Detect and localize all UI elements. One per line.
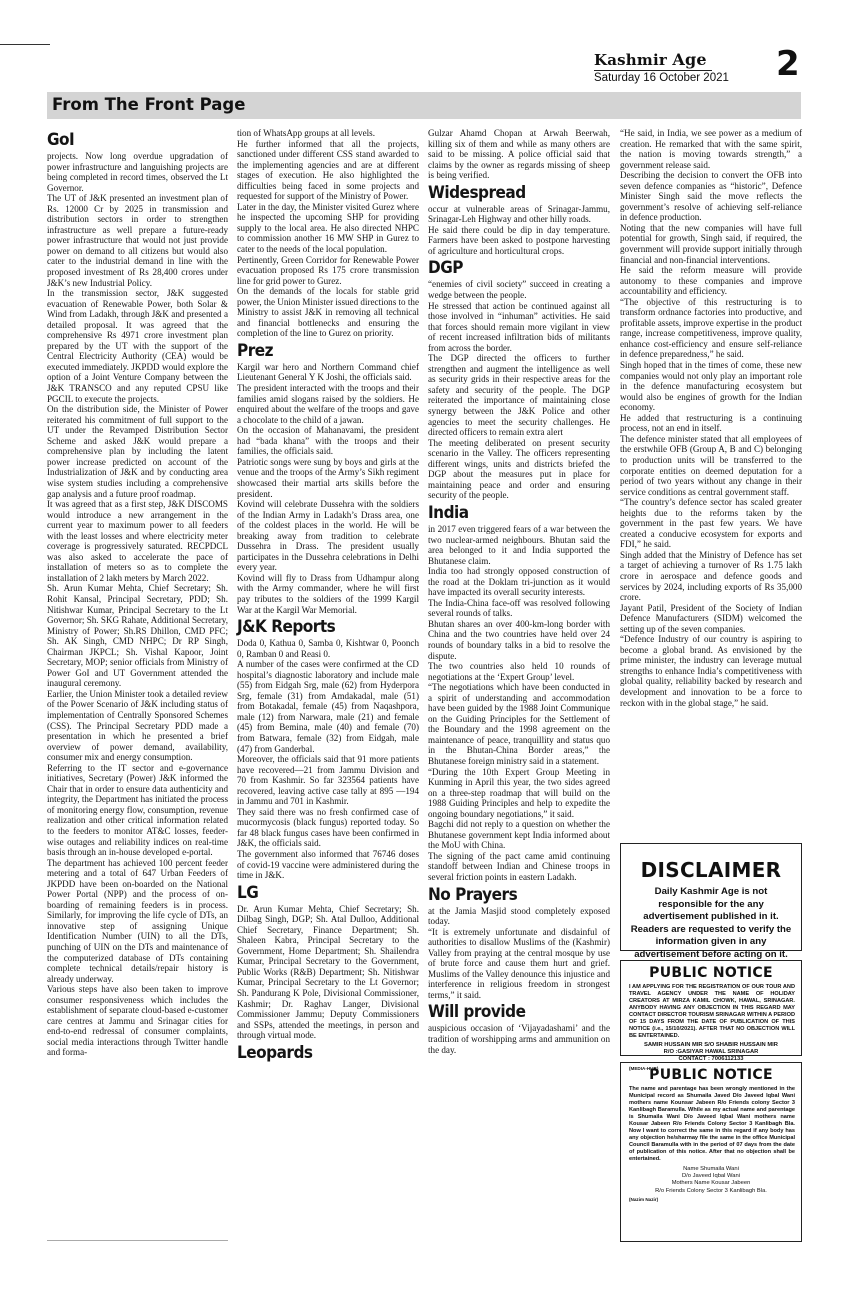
- article-heading: LG: [237, 882, 259, 903]
- article-paragraph: He said the reform measure will provide autonomy to these companies and improve accountability and efficiency.: [620, 265, 802, 297]
- article-paragraph: tion of WhatsApp groups at all levels.: [237, 128, 375, 138]
- article-heading: Widespread: [428, 182, 526, 203]
- article-paragraph: He stressed that action be continued against all those involved in “inhuman” activities. He said that forces should remain more vigilant in view of recent increased infiltration bids of militants from across the border.: [428, 300, 610, 353]
- article-paragraph: On the occasion of Mahanavami, the president had “bada khana” with the troops and their families, the officials said.: [237, 425, 419, 457]
- notice-contact-parent: D/o Javeed Iqbal Wani: [681, 1173, 741, 1180]
- page-number: 2: [776, 44, 800, 84]
- article-paragraph: “The objective of this restructuring is to transform ordnance factories into productive, and profitable assets, improve expertise in the product range, increase competitiveness, improve quality, enhance cost-efficiency and ensure self-reliance in defence preparedness,” he said.: [620, 296, 802, 360]
- article-paragraph: He further informed that all the projects, sanctioned under different CSS stand awarded to the implementing agencies and are at different stages of execution. He also highlighted the difficulties being faced in some projects and requested for support of the Ministry of Power.: [237, 138, 419, 202]
- notice-title: PUBLIC NOTICE: [649, 1067, 773, 1083]
- notice-contact-address: R/O :GASIYAR HAWAL SRINAGAR: [663, 1049, 759, 1056]
- article-paragraph: Sh. Arun Kumar Mehta, Chief Secretary; Sh. Rohit Kansal, Principal Secretary, PDD; Sh. Nitishwar Kumar, Principal Secretary to the Lt Governor; Sh. SKG Rahate, Additional Secretary, Ministry of Power; Sh.RS Dhillon, CMD PFC; Sh. AK Singh, CMD NHPC; Dr RP Singh, Chairman JKPCL; Sh. Vishal Kapoor, Joint Secretary, MOP; senior officials from Ministry of Power GoI and UT Government attended the inaugural ceremony.: [47, 583, 228, 689]
- section-title: From The Front Page: [52, 95, 246, 114]
- disclaimer-box: [620, 843, 802, 960]
- masthead-rule: [594, 70, 712, 71]
- article-paragraph: Noting that the new companies will have full potential for growth, Singh said, if required, the government will provide support initially through financial and non-financial interventions.: [620, 222, 802, 265]
- article-paragraph: He added that restructuring is a continuing process, not an end in itself.: [620, 412, 802, 434]
- article-paragraph: occur at vulnerable areas of Srinagar-Jammu, Srinagar-Leh Highway and other hilly roads.: [428, 203, 610, 225]
- article-paragraph: On the distribution side, the Minister of Power reiterated his commitment of full support to the UT under the Revamped Distribution Sector Scheme and asked J&K would prepare a comprehensive plan by including the latent power increase predicted on account of the Industrialization of J&K and by conducting area wise system studies including a comprehensive gap analysis and a future proof roadmap.: [47, 404, 228, 499]
- article-heading: Prez: [237, 340, 274, 361]
- article-paragraph: “During the 10th Expert Group Meeting in Kunming in April this year, the two sides agreed on a three-step roadmap that will build on the 1988 Guiding Principles and help to expedite the ongoing boundary negotiations,” it said.: [428, 766, 610, 819]
- article-paragraph: Jayant Patil, President of the Society of Indian Defence Manufacturers (SIDM) welcomed the setting up of the seven companies.: [620, 602, 802, 634]
- newspaper-name-accent: Age: [672, 50, 707, 69]
- article-paragraph: Moreover, the officials said that 91 more patients have recovered—21 from Jammu Division and 70 from Kashmir. So far 323564 patients have recovered, leaving active case tally at 895 —194 in Jammu and 701 in Kashmir.: [237, 754, 419, 807]
- article-paragraph: Kovind will fly to Drass from Udhampur along with the Army commander, where he will first pay tributes to the soldiers of the 1999 Kargil War at the Kargil War Memorial.: [237, 572, 419, 615]
- article-paragraph: Kargil war hero and Northern Command chief Lieutenant General Y K Joshi, the officials said.: [237, 361, 419, 383]
- article-paragraph: Singh hoped that in the times of come, these new companies would not only play an important role in the defence manufacturing ecosystem but would also be engines of growth for the Indian economy.: [620, 360, 802, 413]
- article-heading: Will provide: [428, 1002, 526, 1023]
- article-paragraph: The two countries also held 10 rounds of negotiations at the ‘Expert Group’ level.: [428, 661, 610, 682]
- column-1: [47, 128, 228, 1058]
- article-paragraph: Various steps have also been taken to improve consumer responsiveness which includes the establishment of separate cloud-based e-customer care centres at Jammu and Srinagar cities for end-to-end redressal of consumer complaints, social media interactions through Twitter handle and forma-: [47, 984, 228, 1058]
- article-paragraph: “enemies of civil society” succeed in creating a wedge between the people.: [428, 279, 610, 301]
- notice-contact-mother: Mothers Name Kousar Jabeen: [671, 1180, 751, 1187]
- newspaper-name: [594, 50, 804, 69]
- public-notice-name-correction: [620, 1062, 802, 1242]
- article-paragraph: The signing of the pact came amid continuing standoff between Indian and Chinese troops in several friction points in eastern Ladakh.: [428, 850, 610, 882]
- article-paragraph: Earlier, the Union Minister took a detailed review of the Power Scenario of J&K including status of implementation of Centrally Sponsored Schemes (CSS). The Principal Secretary PDD made a presentation in which he presented a brief overview of power demand, availability, consumer mix and energy consumption.: [47, 688, 228, 763]
- article-heading: DGP: [428, 258, 463, 279]
- article-heading: India: [428, 502, 469, 523]
- top-left-rule: [0, 44, 50, 45]
- disclaimer-body: Daily Kashmir Age is not responsible for the any advertisement published in it. Readers are requested to verify the information given in any advertisement before acting on it.: [630, 886, 792, 960]
- article-paragraph: The DGP directed the officers to further strengthen and augment the intelligence as well as security grids in their respective areas for the safety and security of the people. The DGP reiterated the importance of maintaining close synergy between the J&K Police and other agencies to meet the security challenges. He directed officers to remain extra alert: [428, 353, 610, 438]
- article-paragraph: A number of the cases were confirmed at the CD hospital’s diagnostic laboratory and include male (55) from Eidgah Srg, male (62) from Hyderpora Srg, female (31) from Amdakadal, male (51) from Botakadal, female (45) from Naqashpora, male (12) from Narwara, male (21) and female (45) from Bemina, male (40) and female (70) from Batwara, female (32) from Eidgah, male (47) from Ganderbal.: [237, 659, 419, 754]
- article-paragraph: auspicious occasion of ‘Vijayadashami’ and the tradition of worshipping arms and ammunition on the day.: [428, 1023, 610, 1055]
- article-paragraph: Pertinently, Green Corridor for Renewable Power evacuation proposed Rs 175 crore transmission line for grid power to Gurez.: [237, 254, 419, 286]
- article-paragraph: “The country’s defence sector has scaled greater heights due to the reforms taken by the government in the past few years. We have created a conducive ecosystem for exports and FDI,” he said.: [620, 497, 802, 550]
- article-paragraph: Singh added that the Ministry of Defence has set a target of achieving a turnover of Rs 1.75 lakh crore in aerospace and defence goods and services by 2024, including exports of Rs 35,000 crore.: [620, 549, 802, 603]
- column-2: [237, 128, 419, 1064]
- notice-contact-phone: CONTACT : 7006112133: [678, 1056, 744, 1063]
- masthead: [594, 50, 804, 84]
- article-heading: J&K Reports: [237, 617, 336, 638]
- article-paragraph: Patriotic songs were sung by boys and girls at the venue and the troops of the Army’s Sikh regiment showcased their martial arts skills before the president.: [237, 456, 419, 499]
- public-notice-travel: [620, 960, 802, 1071]
- article-paragraph: projects. Now long overdue upgradation of power infrastructure and languishing projects are being completed in record times, observed the Lt Governor.: [47, 151, 228, 193]
- notice-agency-ref: (MEDIA-HUB): [629, 1065, 659, 1071]
- article-paragraph: On the demands of the locals for stable grid power, the Union Minister issued directions to the Ministry to assist J&K in removing all technical and financial bottlenecks and ensuring the completion of the line to Gurez on priority.: [237, 286, 419, 339]
- article-paragraph: Doda 0, Kathua 0, Samba 0, Kishtwar 0, Poonch 0, Ramban 0 and Reasi 0.: [237, 638, 419, 659]
- article-paragraph: The president interacted with the troops and their families amid slogans raised by the soldiers. He enquired about the welfare of the troops and gave a chocolate to the child of a jawan.: [237, 383, 419, 425]
- column-end-rule: [47, 1240, 228, 1241]
- article-paragraph: Referring to the IT sector and e-governance initiatives, Secretary (Power) J&K informed the Chair that in order to ensure data authenticity and integrity, the Department has initiated the process of monitoring energy flow, consumption, revenue realization and other critical information related to the feeders to monitor AT&C losses, feeder-wise outages and reliability indices on real-time basis through an in-house developed e-portal.: [47, 762, 228, 858]
- article-paragraph: He said there could be dip in day temperature. Farmers have been asked to postpone harvesting of agriculture and horticultural crops.: [428, 224, 610, 256]
- article-paragraph: Kovind will celebrate Dussehra with the soldiers of the Indian Army in Ladakh’s Drass area, one of the coldest places in the world. He will be breaking away from tradition to celebrate Dussehra in Drass. The president usually participates in the Dussehra celebrations in Delhi every year.: [237, 499, 419, 573]
- article-paragraph: They said there was no fresh confirmed case of mucormycosis (black fungus) reported today. So far 48 black fungus cases have been confirmed in J&K, the officials said.: [237, 806, 419, 849]
- article-heading: Leopards: [237, 1042, 313, 1063]
- column-4: [620, 128, 802, 708]
- article-paragraph: Later in the day, the Minister visited Gurez where he inspected the upcoming SHP for providing supply to the local area. He also directed NHPC to commission another 16 MW SHP in Gurez to cater to the needs of the local population.: [237, 201, 419, 255]
- article-paragraph: Dr. Arun Kumar Mehta, Chief Secretary; Sh. Dilbag Singh, DGP; Sh. Atal Dulloo, Additional Chief Secretary, Finance Department; Sh. Shaleen Kabra, Principal Secretary to the Government, Home Department; Sh. Shailendra Kumar, Principal Secretary to the Government, Public Works (R&B) Department; Sh. Nitishwar Kumar, Principal Secretary to the Lt Governor; Sh. Pandurang K Pole, Divisional Commissioner, Kashmir; Dr. Raghav Langer, Divisional Commissioner Jammu; Deputy Commissioners and SSPs, attended the meetings, in person and through virtual mode.: [237, 903, 419, 1041]
- article-paragraph: “It is extremely unfortunate and disdainful of authorities to disallow Muslims of the (Kashmir) Valley from praying at the central mosque by use of brute force and cause them hurt and grief. Muslims of the Valley denounce this injustice and interference in religious freedom in strongest terms,” it said.: [428, 926, 610, 1000]
- notice-body: The name and parentage has been wrongly mentioned in the Municipal record as Shumaila Javed D/o Javeed Iqbal Wani mothers name Kounsar Jabeen R/o Friends colony Sector 3 Kanlibagh Baramulla. While as my actual name and parentage is Shumaila Wani D/o Javeed Iqbal Wani mothers name Kousar Jabeen R/o Friends Colony Sector 3 Kanlibagh Bla. Now I want to correct the same in this regard if any body has any objection he/sharmay file the same in the office Municipal Council Baramulla with in the period of 07 days from the date of publication of this notice. After that no objection shall be entertained.: [629, 1086, 795, 1162]
- newspaper-name-main: Kashmir: [594, 51, 667, 69]
- section-header: [47, 92, 801, 119]
- article-paragraph: “He said, in India, we see power as a medium of creation. He remarked that with the same spirit, the nation is moving towards strength,” a government release said.: [620, 128, 802, 170]
- article-heading: GoI: [47, 130, 75, 150]
- article-paragraph: It was agreed that as a first step, J&K DISCOMS would introduce a new arrangement in the current year to maximum power to all feeders with the least losses and where electricity meter coverage is progressively saturated. RECPDCL was also asked to accelerate the pace of installation of meters so as to complete the installation of 2 lakh meters by March 2022.: [47, 499, 228, 583]
- article-paragraph: “Defence Industry of our country is aspiring to become a global brand. As envisioned by the prime minister, the industry can leverage mutual strengths to enhance India’s competitiveness with global quality, reliability backed by research and development and innovation to be a force to reckon with in the global stage,” he said.: [620, 634, 802, 708]
- issue-date: Saturday 16 October 2021: [594, 72, 729, 84]
- disclaimer-title: DISCLAIMER: [640, 858, 782, 882]
- article-paragraph: Bhutan shares an over 400-km-long border with China and the two countries have held over 24 rounds of boundary talks in a bid to resolve the dispute.: [428, 618, 610, 661]
- notice-title: PUBLIC NOTICE: [649, 965, 773, 981]
- article-paragraph: The UT of J&K presented an investment plan of Rs. 12000 Cr by 2025 in transmission and distribution sectors in order to strengthen infrastructure as well prepare a future-ready power infrastructure that would not just provide power on demand to all citizens but would also cater to the industrial demand in line with the proposed investment of Rs 28,400 crores under J&K’s new Industrial Policy.: [47, 193, 228, 288]
- article-paragraph: at the Jamia Masjid stood completely exposed today.: [428, 905, 610, 927]
- article-paragraph: The department has achieved 100 percent feeder metering and a total of 647 Urban Feeders of JKPDD have been on-boarded on the National Power Portal (NPP) and the process of on-boarding of remaining feeders is in process. Similarly, for improving the life cycle of DTs, an innovative step of assigning Unique Identification Number (UIN) to all the DTs, punching of UIN on the DTs and maintenance of the computerized database of DTs containing complete technical details/repair history is already underway.: [47, 857, 228, 984]
- notice-contact-name: Name Shumaila Wani: [683, 1166, 739, 1172]
- article-paragraph: “The negotiations which have been conducted in a spirit of understanding and accommodation have been guided by the 1988 Joint Communique on the Guiding Principles for the Settlement of the Boundary and the 1998 agreement on the maintenance of peace, tranquillity and status quo in the Bhutan-China Border areas,” the Bhutanese foreign ministry said in a statement.: [428, 682, 610, 766]
- article-paragraph: In the transmission sector, J&K suggested evacuation of Renewable Power, both Solar & Wind from Ladakh, through J&K and presented a detailed proposal. It was agreed that the comprehensive Rs 4971 crore investment plan prepared by the UT with the support of the Central Electricity Authority (CEA) would be executed immediately. JKPDD would explore the option of a Joint Venture Company between the J&K TRANSCO and any reputed CPSU like PGCIL to execute the projects.: [47, 288, 228, 404]
- notice-body: I AM APPLYING FOR THE REGISTRATION OF OUR TOUR AND TRAVEL AGENCY UNDER THE NAME OF HOLIDAY CREATORS AT MIRZA KAMIL CHOWK, HAWAL, SRINAGAR. ANYBODY HAVING ANY OBJECTION IN THIS REGARD MAY CONTACT DIRECTOR TOURISM SRINAGAR WITHIN A PERIOD OF 15 DAYS FROM THE DATE OF PUBLICATION OF THIS NOTICE (i.e., 15/10/2021). AFTER THAT NO OBJECTION WILL BE ENTERTAINED.: [629, 984, 795, 1039]
- column-3: [428, 128, 610, 1055]
- article-paragraph: The India-China face-off was resolved following several rounds of talks.: [428, 597, 610, 619]
- article-paragraph: The meeting deliberated on present security scenario in the Valley. The officers representing different wings, units and districts briefed the DGP about the measures put in place for maintaining peace and order and ensuring security of the people.: [428, 437, 610, 501]
- notice-contact-address: R/o Friends Colony Sector 3 Kanlibagh Bla.: [655, 1187, 767, 1194]
- article-paragraph: The defence minister stated that all employees of the erstwhile OFB (Group A, B and C) belonging to production units will be transferred to the corporate entities on deemed deputation for a period of two years without any change in their service conditions as central government staff.: [620, 433, 802, 497]
- article-paragraph: Gulzar Ahamd Chopan at Arwah Beerwah, killing six of them and while as many others are said to be missing. A police official said that claims by the owner as regards missing of sheep is being verified.: [428, 128, 610, 181]
- article-paragraph: India too had strongly opposed construction of the road at the Doklam tri-junction as it would have impacted its overall security interests.: [428, 566, 610, 598]
- article-paragraph: in 2017 even triggered fears of a war between the two nuclear-armed neighbours. Bhutan said the area belonged to it and India supported the Bhutanese claim.: [428, 523, 610, 566]
- article-paragraph: The government also informed that 76746 doses of covid-19 vaccine were administered during the time in J&K.: [237, 849, 419, 881]
- article-heading: No Prayers: [428, 884, 518, 905]
- article-paragraph: Bagchi did not reply to a question on whether the Bhutanese government kept India informed about the MoU with China.: [428, 819, 610, 851]
- notice-contact-name: SAMIR HUSSAIN MIR S/O SHABIR HUSSAIN MIR: [644, 1042, 778, 1048]
- notice-agency-ref: (Nazim Nazir): [629, 1196, 659, 1202]
- article-paragraph: Describing the decision to convert the OFB into seven defence companies as “historic”, Defence Minister Singh said the move reflects the government’s resolve of achieving self-reliance in defence production.: [620, 170, 802, 223]
